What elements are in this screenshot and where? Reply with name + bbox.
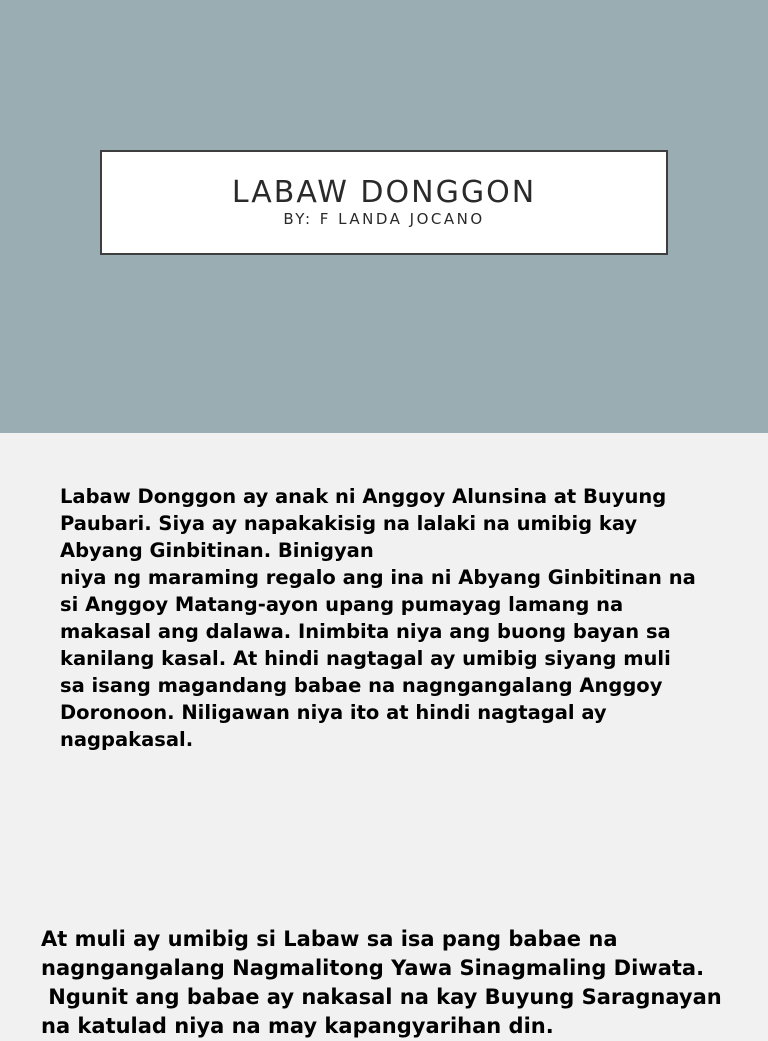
paragraph-line: Abyang Ginbitinan. Binigyan: [60, 539, 374, 562]
paragraph-line: At muli ay umibig si Labaw sa isa pang babae na: [41, 927, 618, 951]
paragraph-line: Paubari. Siya ay napakakisig na lalaki na umibig kay: [60, 512, 638, 535]
title-box: [100, 150, 668, 255]
slide-subtitle: BY: F LANDA JOCANO: [283, 210, 485, 228]
title-slide: [0, 0, 768, 433]
paragraph-line: nagpakasal.: [60, 728, 194, 751]
paragraph-line: sa isang magandang babae na nagngangalang Anggoy: [60, 674, 663, 697]
paragraph-1: [60, 483, 720, 753]
paragraph-line: nagngangalang Nagmalitong Yawa Sinagmaling Diwata.: [41, 956, 705, 980]
paragraph-line: na katulad niya na may kapangyarihan din.: [41, 1014, 554, 1038]
paragraph-line: kanilang kasal. At hindi nagtagal ay umibig siyang muli: [60, 647, 671, 670]
paragraph-line: si Anggoy Matang-ayon upang pumayag lamang na: [60, 593, 624, 616]
paragraph-line: Labaw Donggon ay anak ni Anggoy Alunsina at Buyung: [60, 485, 667, 508]
paragraph-line: makasal ang dalawa. Inimbita niya ang buong bayan sa: [60, 620, 671, 643]
paragraph-2: [41, 925, 741, 1041]
paragraph-line: niya ng maraming regalo ang ina ni Abyang Ginbitinan na: [60, 566, 696, 589]
content-slide: [0, 433, 768, 1038]
paragraph-line: Doronoon. Niligawan niya ito at hindi nagtagal ay: [60, 701, 607, 724]
slide-title: LABAW DONGGON: [231, 175, 537, 210]
paragraph-line: Ngunit ang babae ay nakasal na kay Buyung Saragnayan: [41, 985, 722, 1009]
